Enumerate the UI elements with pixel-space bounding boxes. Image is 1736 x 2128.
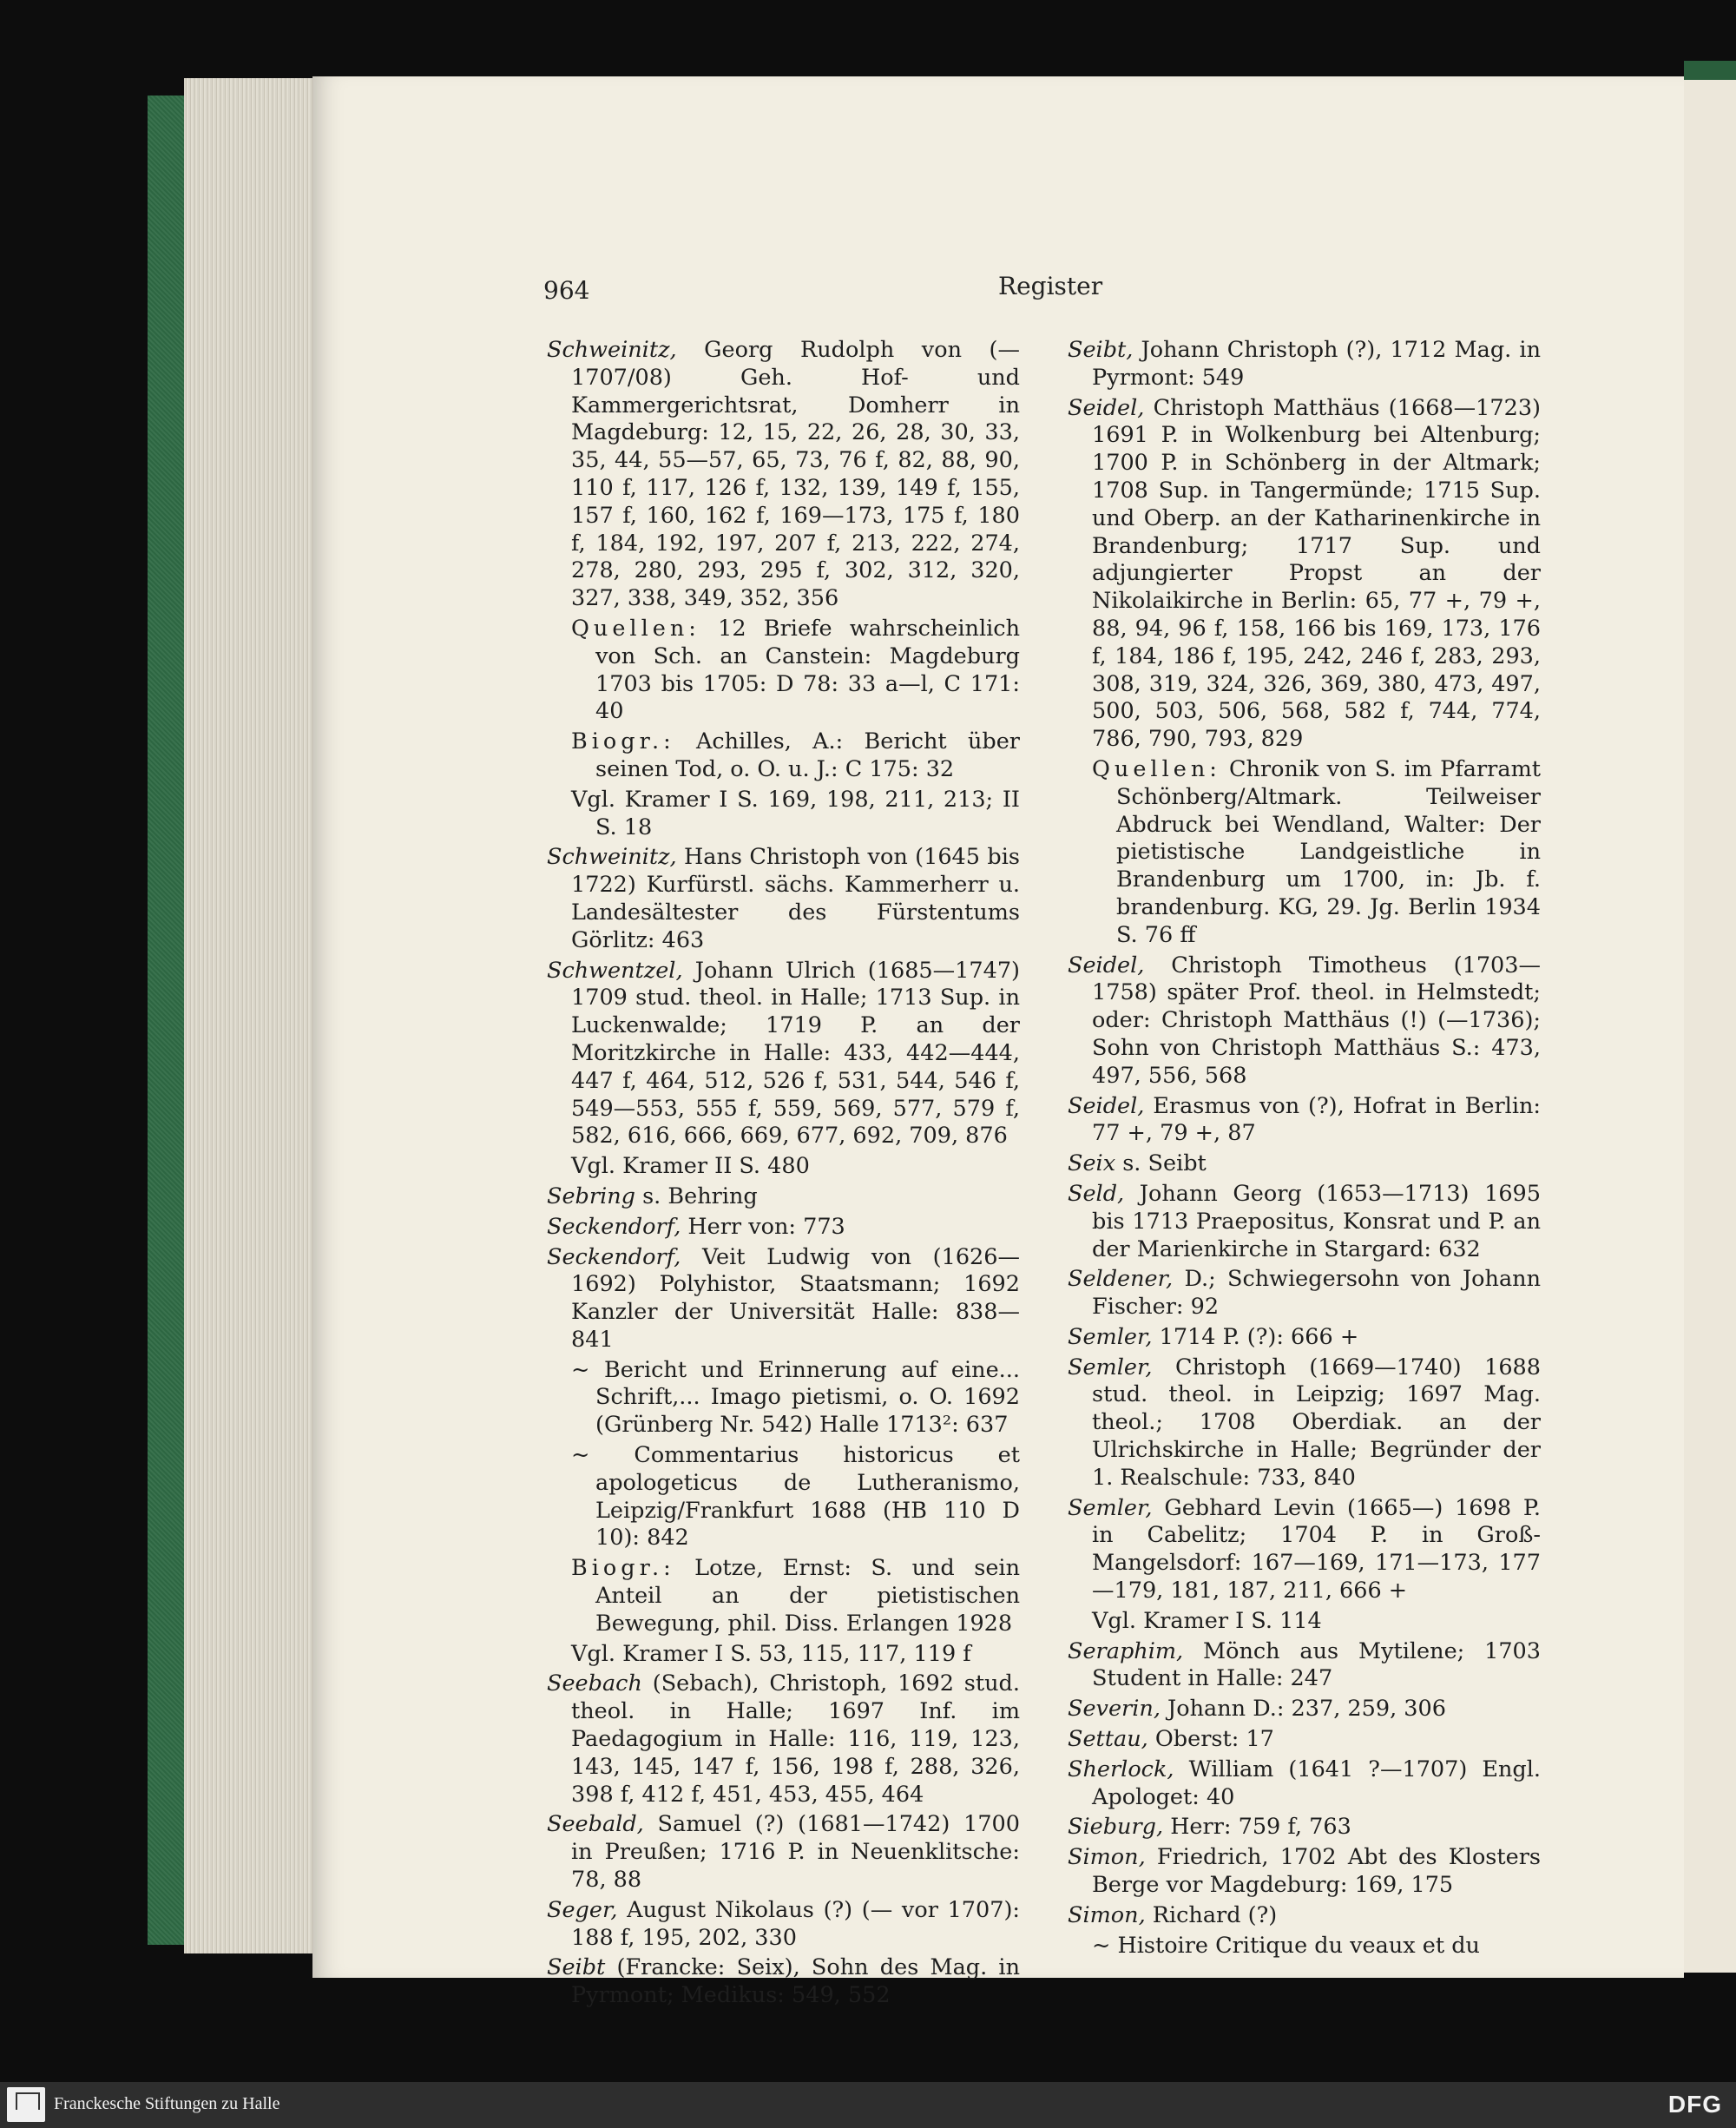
entry-lead: Biogr.: — [571, 728, 675, 755]
index-entry — [547, 844, 1020, 954]
index-entry — [1068, 1354, 1541, 1492]
index-entry — [1068, 1814, 1541, 1841]
index-entry — [547, 337, 1020, 613]
entry-name: Settau, — [1068, 1726, 1148, 1753]
entry-text: Gebhard Levin (1665—) 1698 P. in Cabelitz; 1704 P. in Groß-Mangelsdorf: 167—169, 171—173, 177—179, 181, 187, 211, 666 + — [1092, 1494, 1541, 1604]
entry-text: Vgl. Kramer II S. 480 — [571, 1153, 810, 1180]
entry-text: Hans Christoph von (1645 bis 1722) Kurfürstl. sächs. Kammerherr u. Landesältester des Fürstentums Görlitz: 463 — [571, 844, 1020, 953]
index-entry — [1068, 1638, 1541, 1694]
entry-text: Johann Georg (1653—1713) 1695 bis 1713 Praepositus, Konsrat und P. an der Marienkirche in Stargard: 632 — [1092, 1180, 1541, 1262]
entry-name: Seix — [1068, 1150, 1116, 1177]
footer-bar — [0, 2082, 1736, 2128]
entry-text: Johann Ulrich (1685—1747) 1709 stud. theol. in Halle; 1713 Sup. in Luckenwalde; 1719 P. an der Moritzkirche in Halle: 433, 442—444, 447 f, 464, 512, 526 f, 531, 544, 546 f, 549—553, 555 f, 559, 569, 577, 579 f, 582, 616, 666, 669, 677, 692, 709, 876 — [571, 957, 1020, 1150]
index-entry — [1068, 395, 1541, 754]
index-entry — [1068, 1844, 1541, 1900]
index-entry — [547, 1244, 1020, 1354]
entry-text: Chronik von S. im Pfarramt Schönberg/Altmark. Teilweiser Abdruck bei Wendland, Walter: Der pietistische Landgeistliche in Brandenburg um 1700, in: Jb. f. brandenburg. KG, 29. Jg. Berlin 1934 S. 76 ff — [1116, 755, 1541, 948]
entry-name: Semler, — [1068, 1354, 1153, 1380]
index-subentry — [547, 616, 1020, 726]
right-column — [1068, 337, 1541, 1962]
entry-name: Sieburg, — [1068, 1814, 1164, 1841]
entry-text: ~ Histoire Critique du veaux et du — [1092, 1932, 1480, 1959]
index-entry — [547, 1183, 1020, 1211]
page-header — [312, 267, 1684, 311]
entry-text: 1714 P. (?): 666 + — [1152, 1323, 1359, 1350]
entry-name: Seidel, — [1068, 394, 1145, 421]
page-edges — [184, 78, 323, 1953]
entry-text: Vgl. Kramer I S. 169, 198, 211, 213; II S. 18 — [571, 786, 1020, 840]
index-subentry — [547, 1357, 1020, 1440]
entry-text: D.; Schwiegersohn von Johann Fischer: 92 — [1092, 1266, 1541, 1321]
entry-text: (Francke: Seix), Sohn des Mag. in Pyrmont; Medikus: 549, 552 — [571, 1954, 1020, 2009]
entry-name: Simon, — [1068, 1844, 1146, 1871]
index-entry — [547, 1214, 1020, 1242]
entry-name: Seidel, — [1068, 1092, 1145, 1119]
entry-name: Seckendorf, — [547, 1213, 681, 1240]
index-entry — [1068, 1150, 1541, 1178]
entry-text: Oberst: 17 — [1147, 1726, 1274, 1753]
index-entry — [547, 958, 1020, 1151]
dfg-logo: DFG — [1667, 2091, 1722, 2118]
index-entry — [1068, 1726, 1541, 1754]
index-entry — [1068, 1324, 1541, 1352]
entry-text: Mönch aus Mytilene; 1703 Student in Halle: 247 — [1092, 1637, 1541, 1692]
running-head: Register — [998, 272, 1103, 300]
entry-text: Herr von: 773 — [681, 1213, 845, 1240]
entry-text: Richard (?) — [1145, 1901, 1278, 1928]
index-subentry — [1068, 1933, 1541, 1960]
entry-name: Sebring — [547, 1183, 635, 1209]
entry-name: Severin, — [1068, 1696, 1161, 1723]
index-subentry — [547, 728, 1020, 784]
index-entry — [1068, 1181, 1541, 1263]
index-subentry — [547, 1641, 1020, 1669]
entry-name: Semler, — [1068, 1494, 1153, 1521]
entry-lead: Quellen: — [571, 615, 700, 642]
entry-text: Achilles, A.: Bericht über seinen Tod, o. O. u. J.: C 175: 32 — [595, 728, 1020, 782]
entry-text: Veit Ludwig von (1626—1692) Polyhistor, Staatsmann; 1692 Kanzler der Universität Halle: 838—841 — [571, 1243, 1020, 1353]
entry-name: Sherlock, — [1068, 1756, 1174, 1782]
book-page — [312, 76, 1684, 2009]
index-entry — [1068, 1266, 1541, 1321]
entry-text: s. Behring — [635, 1183, 758, 1209]
institution-logo-icon — [7, 2087, 45, 2122]
index-entry — [1068, 1902, 1541, 1930]
entry-name: Seld, — [1068, 1180, 1125, 1207]
page-number: 964 — [543, 276, 590, 305]
entry-text: s. Seibt — [1115, 1150, 1207, 1177]
entry-text: Herr: 759 f, 763 — [1163, 1814, 1351, 1841]
entry-name: Semler, — [1068, 1323, 1153, 1350]
index-entry — [1068, 1696, 1541, 1723]
entry-text: ~ Bericht und Erinnerung auf eine... Schrift,... Imago pietismi, o. O. 1692 (Grünberg Nr. 542) Halle 1713²: 637 — [571, 1356, 1020, 1439]
entry-text: Samuel (?) (1681—1742) 1700 in Preußen; 1716 P. in Neuenklitsche: 78, 88 — [571, 1811, 1020, 1894]
entry-name: Seidel, — [1068, 952, 1145, 978]
index-entry — [547, 1954, 1020, 2010]
entry-name: Seldener, — [1068, 1266, 1174, 1293]
entry-text: Vgl. Kramer I S. 53, 115, 117, 119 f — [571, 1640, 971, 1667]
entry-text: Christoph Matthäus (1668—1723) 1691 P. in Wolkenburg bei Altenburg; 1700 P. in Schönberg in der Altmark; 1708 Sup. in Tangermünde; 1715 Sup. und Oberp. an der Katharinenkirche in Brandenburg; 1717 Sup. und adjungierter Propst an der Nikolaikirche in Berlin: 65, 77 +, 79 +, 88, 94, 96 f, 158, 166 bis 169, 173, 176 f, 184, 186 f, 195, 242, 246 f, 283, 293, 308, 319, 324, 326, 369, 380, 473, 497, 500, 503, 506, 568, 582 f, 744, 774, 786, 790, 793, 829 — [1092, 394, 1541, 753]
index-entry — [1068, 337, 1541, 392]
entry-lead: Biogr.: — [571, 1555, 675, 1582]
entry-text: (Sebach), Christoph, 1692 stud. theol. in Halle; 1697 Inf. im Paedagogium in Halle: 116, 119, 123, 143, 145, 147 f, 156, 198 f, 288, 326, 398 f, 412 f, 451, 453, 455, 464 — [571, 1670, 1020, 1808]
entry-text: Christoph Timotheus (1703—1758) später Prof. theol. in Helmstedt; oder: Christoph Matthäus (!) (—1736); Sohn von Christoph Matthäus S.: 473, 497, 556, 568 — [1092, 952, 1541, 1089]
entry-text: Erasmus von (?), Hofrat in Berlin: 77 +, 79 +, 87 — [1092, 1092, 1541, 1147]
index-entry — [1068, 1093, 1541, 1149]
index-entry — [547, 1897, 1020, 1953]
index-subentry — [547, 787, 1020, 842]
entry-text: 12 Briefe wahrscheinlich von Sch. an Canstein: Magdeburg 1703 bis 1705: D 78: 33 a—l, C 171: 40 — [595, 615, 1020, 725]
institution-name: Franckesche Stiftungen zu Halle — [54, 2094, 280, 2113]
entry-name: Schwentzel, — [547, 957, 683, 984]
entry-name: Seckendorf, — [547, 1243, 681, 1270]
entry-name: Seebald, — [547, 1811, 644, 1838]
entry-text: Johann Christoph (?), 1712 Mag. in Pyrmont: 549 — [1092, 337, 1541, 391]
entry-text: Georg Rudolph von (—1707/08) Geh. Hof- und Kammergerichtsrat, Domherr in Magdeburg: 12, 15, 22, 26, 28, 30, 33, 35, 44, 55—57, 65, 73, 76 f, 82, 88, 90, 110 f, 117, 126 f, 132, 139, 149 f, 155, 157 f, 160, 162 f, 169—173, 175 f, 180 f, 184, 192, 197, 207 f, 213, 222, 274, 278, 280, 293, 295 f, 302, 312, 320, 327, 338, 349, 352, 356 — [571, 337, 1020, 612]
entry-name: Seibt, — [1068, 337, 1134, 363]
entry-name: Seibt — [547, 1954, 606, 1981]
left-column — [547, 337, 1020, 2013]
index-subentry — [547, 1153, 1020, 1181]
entry-text: August Nikolaus (?) (— vor 1707): 188 f, 195, 202, 330 — [571, 1896, 1020, 1951]
index-subentry — [1068, 756, 1541, 950]
entry-text: William (1641 ?—1707) Engl. Apologet: 40 — [1092, 1756, 1541, 1810]
entry-name: Simon, — [1068, 1901, 1146, 1928]
index-entry — [1068, 952, 1541, 1090]
facing-page — [1684, 80, 1736, 1973]
entry-name: Seebach — [547, 1670, 642, 1697]
entry-name: Seger, — [547, 1896, 618, 1923]
entry-name: Schweinitz, — [547, 844, 677, 871]
entry-lead: Quellen: — [1092, 755, 1221, 782]
index-entry — [547, 1811, 1020, 1894]
index-subentry — [547, 1442, 1020, 1552]
entry-text: Vgl. Kramer I S. 114 — [1092, 1607, 1322, 1634]
entry-name: Schweinitz, — [547, 337, 677, 363]
entry-text: Lotze, Ernst: S. und sein Anteil an der pietistischen Bewegung, phil. Diss. Erlangen 1928 — [595, 1555, 1020, 1637]
index-entry — [1068, 1495, 1541, 1605]
entry-text: Johann D.: 237, 259, 306 — [1160, 1696, 1446, 1723]
index-entry — [1068, 1756, 1541, 1812]
entry-name: Seraphim, — [1068, 1637, 1184, 1664]
index-subentry — [1068, 1608, 1541, 1636]
entry-text: Christoph (1669—1740) 1688 stud. theol. in Leipzig; 1697 Mag. theol.; 1708 Oberdiak. an der Ulrichskirche in Halle; Begründer der 1. Realschule: 733, 840 — [1092, 1354, 1541, 1491]
index-entry — [547, 1670, 1020, 1808]
book-spine — [148, 96, 184, 1945]
entry-text: ~ Commentarius historicus et apologeticus de Lutheranismo, Leipzig/Frankfurt 1688 (HB 110 D 10): 842 — [571, 1442, 1020, 1552]
entry-text: Friedrich, 1702 Abt des Klosters Berge vor Magdeburg: 169, 175 — [1092, 1844, 1541, 1899]
index-subentry — [547, 1555, 1020, 1637]
